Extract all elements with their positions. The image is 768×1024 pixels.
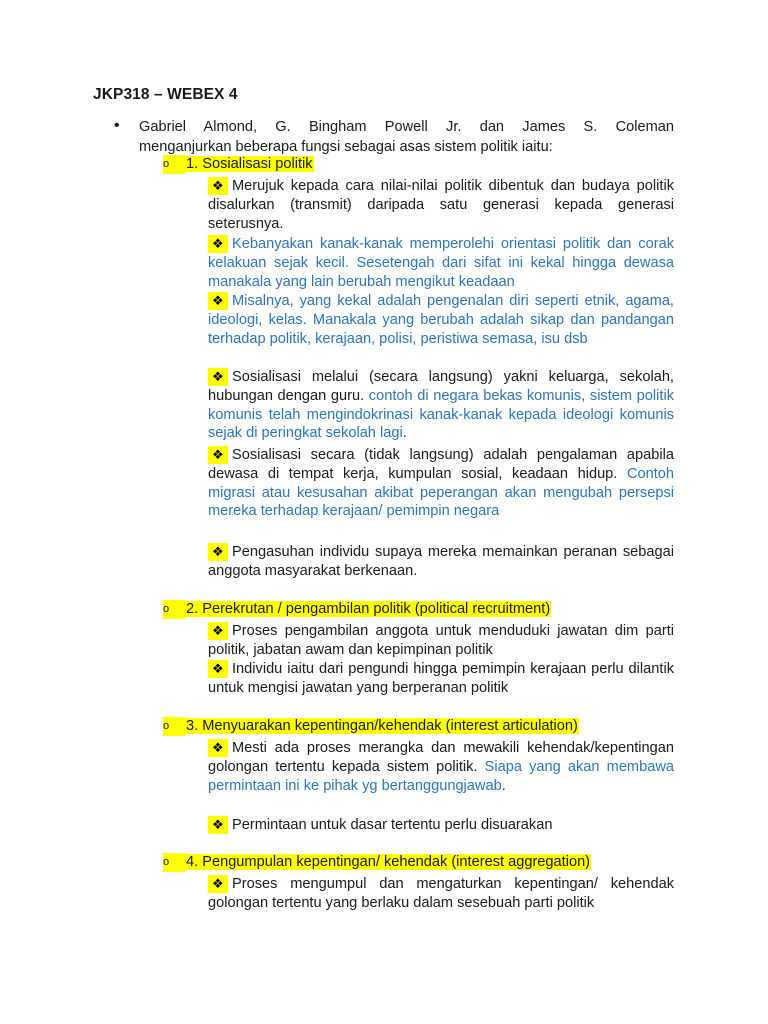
section-heading-2: o 2. Perekrutan / pengambilan politik (political recruitment) [163,601,551,617]
section-heading-1: o 1. Sosialisasi politik [163,156,313,172]
diamond-bullet-icon: ❖ [208,875,228,893]
intro-line-2: menganjurkan beberapa fungsi sebagai asas sistem politik iaitu: [139,139,553,155]
circle-bullet-icon: o [163,853,185,872]
list-item: ❖ Permintaan untuk dasar tertentu perlu disuarakan [208,816,674,835]
list-item: ❖ Sosialisasi secara (tidak langsung) adalah pengalaman apabila dewasa di tempat kerja, kumpulan sosial, keadaan hidup. Contoh migrasi atau kesusahan akibat peperangan akan mengubah persepsi mereka terhadap kerajaan/ pemimpin negara [208,447,674,520]
circle-bullet-icon: o [163,717,185,736]
circle-bullet-icon: o [163,600,185,619]
intro-paragraph [114,117,674,157]
diamond-bullet-icon: ❖ [208,177,228,195]
diamond-bullet-icon: ❖ [208,368,228,386]
bullet-icon: • [114,117,120,134]
section-heading-3: o 3. Menyuarakan kepentingan/kehendak (interest articulation) [163,718,578,734]
list-item: ❖ Proses mengumpul dan mengaturkan kepentingan/ kehendak golongan tertentu yang berlaku dalam sesebuah parti politik [208,876,674,911]
intro-line-1: Gabriel Almond, G. Bingham Powell Jr. dan James S. Coleman [139,119,674,135]
diamond-bullet-icon: ❖ [208,816,228,834]
list-item: ❖ Mesti ada proses merangka dan mewakili kehendak/kepentingan golongan tertentu kepada sistem politik. Siapa yang akan membawa permintaan ini ke pihak yg bertanggungjawab. [208,740,674,794]
list-item: ❖ Merujuk kepada cara nilai-nilai politik dibentuk dan budaya politik disalurkan (transmit) daripada satu generasi kepada generasi seterusnya. [208,178,674,232]
diamond-bullet-icon: ❖ [208,543,228,561]
diamond-bullet-icon: ❖ [208,739,228,757]
diamond-bullet-icon: ❖ [208,660,228,678]
section-heading-4: o 4. Pengumpulan kepentingan/ kehendak (interest aggregation) [163,854,591,870]
list-item: ❖ Pengasuhan individu supaya mereka memainkan peranan sebagai anggota masyarakat berkenaan. [208,544,674,579]
list-item: ❖ Kebanyakan kanak-kanak memperolehi orientasi politik dan corak kelakuan sejak kecil. Sesetengah dari sifat ini kekal hingga dewasa manakala yang lain berubah mengikut keadaan [208,236,674,290]
diamond-bullet-icon: ❖ [208,292,228,310]
list-item: ❖ Misalnya, yang kekal adalah pengenalan diri seperti etnik, agama, ideologi, kelas. Manakala yang berubah adalah sikap dan pandangan terhadap politik, kerajaan, polisi, peristiwa semasa, isu dsb [208,293,674,347]
document-title: JKP318 – WEBEX 4 [93,86,238,103]
list-item: ❖ Individu iaitu dari pengundi hingga pemimpin kerajaan perlu dilantik untuk mengisi jawatan yang berperanan politik [208,661,674,696]
list-item: ❖ Sosialisasi melalui (secara langsung) yakni keluarga, sekolah, hubungan dengan guru. contoh di negara bekas komunis, sistem politik komunis telah mengindokrinasi kanak-kanak kepada ideologi komunis sejak di peringkat sekolah lagi. [208,369,674,442]
diamond-bullet-icon: ❖ [208,446,228,464]
diamond-bullet-icon: ❖ [208,235,228,253]
list-item: ❖ Proses pengambilan anggota untuk menduduki jawatan dim parti politik, jabatan awam dan kepimpinan politik [208,623,674,658]
circle-bullet-icon: o [163,155,185,174]
diamond-bullet-icon: ❖ [208,622,228,640]
